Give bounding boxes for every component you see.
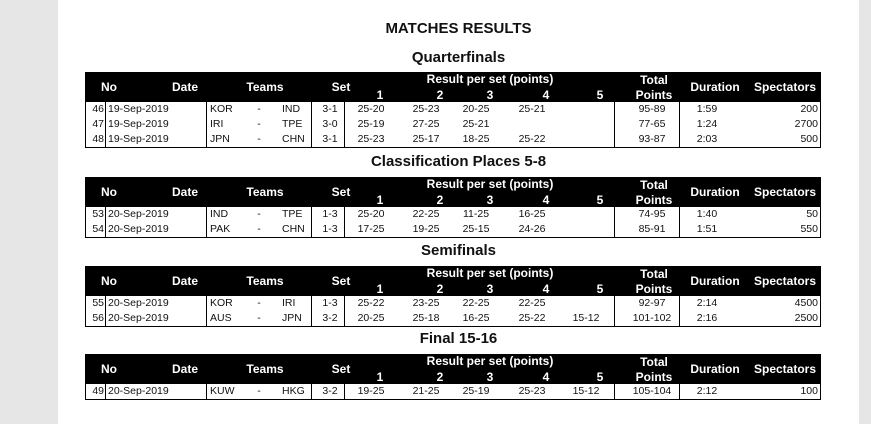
table-row: [86, 296, 820, 311]
header-cell: 5: [596, 282, 604, 296]
cell-duration: 1:59: [696, 103, 718, 115]
cell-s3: 20-25: [462, 103, 490, 115]
header-cell: Teams: [246, 80, 284, 94]
cell-total: 101-102: [632, 312, 672, 324]
cell-team1: JPN: [210, 133, 230, 145]
cell-total: 74-95: [638, 208, 666, 220]
section-title: Final 15-16: [419, 330, 498, 347]
cell-total: 85-91: [638, 223, 666, 235]
cell-team2: HKG: [282, 385, 305, 397]
cell-s1: 25-20: [357, 103, 385, 115]
cell-team2: TPE: [282, 208, 303, 220]
cell-s1: 25-22: [357, 297, 385, 309]
cell-team1: KOR: [210, 297, 233, 309]
table-row: [86, 222, 820, 237]
header-cell: Duration: [690, 185, 740, 199]
header-cell: Total: [640, 267, 668, 281]
cell-total: 77-65: [638, 118, 666, 130]
header-cell: Date: [171, 362, 198, 376]
header-cell: Set: [331, 185, 351, 199]
column-divider: [679, 296, 680, 326]
cell-s3: 11-25: [462, 208, 490, 220]
cell-s4: 25-22: [518, 312, 546, 324]
column-divider: [206, 296, 207, 326]
section-title: Classification Places 5-8: [370, 153, 547, 170]
cell-sep: -: [257, 385, 261, 397]
cell-s3: 22-25: [462, 297, 490, 309]
column-divider: [105, 207, 106, 237]
results-table: [85, 72, 821, 148]
table-row: [86, 132, 820, 147]
cell-duration: 2:14: [696, 297, 718, 309]
header-cell: Total: [640, 178, 668, 192]
cell-spectators: 500: [800, 133, 818, 145]
cell-set: 1-3: [322, 208, 338, 220]
table-row: [86, 384, 820, 399]
cell-set: 3-1: [322, 103, 338, 115]
column-divider: [105, 102, 106, 147]
header-cell: 4: [542, 88, 550, 102]
cell-duration: 2:03: [696, 133, 718, 145]
cell-s4: 25-21: [518, 103, 546, 115]
table-header: [85, 72, 821, 102]
column-divider: [679, 384, 680, 399]
cell-sep: -: [257, 208, 261, 220]
column-divider: [311, 207, 312, 237]
column-divider: [614, 296, 615, 326]
header-cell: Total: [640, 73, 668, 87]
header-cell: 1: [376, 88, 384, 102]
column-divider: [614, 207, 615, 237]
cell-s1: 25-20: [357, 208, 385, 220]
cell-s1: 25-23: [357, 133, 385, 145]
cell-no: 49: [92, 385, 104, 397]
table-body: [85, 384, 821, 400]
header-cell: Teams: [246, 185, 284, 199]
cell-sep: -: [257, 297, 261, 309]
cell-date: 20-Sep-2019: [108, 208, 169, 220]
cell-spectators: 50: [806, 208, 818, 220]
header-cell: Spectators: [753, 185, 817, 199]
cell-sep: -: [257, 118, 261, 130]
cell-s2: 25-18: [412, 312, 440, 324]
cell-no: 54: [92, 223, 104, 235]
cell-date: 20-Sep-2019: [108, 223, 169, 235]
header-cell: Points: [635, 282, 673, 296]
cell-s3: 16-25: [462, 312, 490, 324]
header-cell: Set: [331, 362, 351, 376]
header-cell: Duration: [690, 80, 740, 94]
table-header: [85, 266, 821, 296]
cell-s5: 15-12: [572, 312, 600, 324]
cell-set: 3-0: [322, 118, 338, 130]
header-cell: 1: [376, 370, 384, 384]
cell-s2: 21-25: [412, 385, 440, 397]
header-cell: No: [101, 274, 117, 288]
header-cell: Points: [635, 370, 673, 384]
cell-team1: IRI: [210, 118, 224, 130]
header-cell: Result per set (points): [426, 72, 554, 86]
cell-set: 3-1: [322, 133, 338, 145]
header-cell: No: [101, 185, 117, 199]
header-cell: Duration: [690, 362, 740, 376]
section-title: Quarterfinals: [411, 49, 506, 66]
cell-total: 105-104: [632, 385, 672, 397]
cell-s4: 25-22: [518, 133, 546, 145]
header-cell: Date: [171, 80, 198, 94]
cell-date: 19-Sep-2019: [108, 118, 169, 130]
cell-s4: 25-23: [518, 385, 546, 397]
header-cell: 5: [596, 370, 604, 384]
cell-s3: 25-15: [462, 223, 490, 235]
header-cell: 4: [542, 282, 550, 296]
column-divider: [206, 384, 207, 399]
header-cell: Teams: [246, 274, 284, 288]
results-table: [85, 266, 821, 327]
table-body: [85, 102, 821, 148]
cell-total: 95-89: [638, 103, 666, 115]
header-cell: Result per set (points): [426, 354, 554, 368]
cell-s5: 15-12: [572, 385, 600, 397]
header-cell: Duration: [690, 274, 740, 288]
cell-duration: 1:51: [696, 223, 718, 235]
column-divider: [105, 296, 106, 326]
header-cell: 5: [596, 193, 604, 207]
column-divider: [614, 102, 615, 147]
cell-s2: 23-25: [412, 297, 440, 309]
cell-s3: 18-25: [462, 133, 490, 145]
header-cell: Spectators: [753, 80, 817, 94]
cell-team1: KOR: [210, 103, 233, 115]
cell-s1: 19-25: [357, 385, 385, 397]
cell-duration: 2:12: [696, 385, 718, 397]
column-divider: [311, 296, 312, 326]
header-cell: Teams: [246, 362, 284, 376]
header-cell: 3: [486, 370, 494, 384]
header-cell: 1: [376, 282, 384, 296]
cell-total: 93-87: [638, 133, 666, 145]
cell-set: 3-2: [322, 312, 338, 324]
header-cell: 2: [436, 193, 444, 207]
header-cell: No: [101, 362, 117, 376]
cell-team2: TPE: [282, 118, 303, 130]
cell-team2: CHN: [282, 223, 305, 235]
cell-set: 3-2: [322, 385, 338, 397]
cell-spectators: 2700: [794, 118, 818, 130]
column-divider: [679, 102, 680, 147]
cell-team2: IND: [282, 103, 301, 115]
table-header: [85, 354, 821, 384]
column-divider: [206, 207, 207, 237]
header-cell: 2: [436, 282, 444, 296]
cell-s1: 17-25: [357, 223, 385, 235]
cell-spectators: 100: [800, 385, 818, 397]
column-divider: [344, 384, 345, 399]
cell-s2: 27-25: [412, 118, 440, 130]
cell-s2: 25-17: [412, 133, 440, 145]
table-row: [86, 207, 820, 222]
header-cell: Result per set (points): [426, 177, 554, 191]
cell-date: 19-Sep-2019: [108, 103, 169, 115]
header-cell: 3: [486, 282, 494, 296]
header-cell: Result per set (points): [426, 266, 554, 280]
cell-team1: IND: [210, 208, 229, 220]
cell-no: 56: [92, 312, 104, 324]
column-divider: [105, 384, 106, 399]
results-table: [85, 354, 821, 400]
header-cell: 4: [542, 193, 550, 207]
cell-team1: KUW: [210, 385, 235, 397]
cell-sep: -: [257, 223, 261, 235]
header-cell: 5: [596, 88, 604, 102]
header-cell: 4: [542, 370, 550, 384]
cell-spectators: 550: [800, 223, 818, 235]
cell-date: 20-Sep-2019: [108, 297, 169, 309]
cell-team2: JPN: [282, 312, 302, 324]
cell-no: 53: [92, 208, 104, 220]
cell-spectators: 4500: [794, 297, 818, 309]
cell-s2: 22-25: [412, 208, 440, 220]
header-cell: Points: [635, 193, 673, 207]
table-header: [85, 177, 821, 207]
table-row: [86, 117, 820, 132]
header-cell: Set: [331, 274, 351, 288]
cell-date: 20-Sep-2019: [108, 385, 169, 397]
cell-no: 46: [92, 103, 104, 115]
column-divider: [614, 384, 615, 399]
cell-no: 55: [92, 297, 104, 309]
header-cell: 3: [486, 193, 494, 207]
cell-total: 92-97: [638, 297, 666, 309]
header-cell: Points: [635, 88, 673, 102]
column-divider: [311, 102, 312, 147]
cell-s2: 25-23: [412, 103, 440, 115]
cell-s4: 24-26: [518, 223, 546, 235]
header-cell: 2: [436, 370, 444, 384]
cell-sep: -: [257, 312, 261, 324]
cell-team1: AUS: [210, 312, 232, 324]
cell-no: 47: [92, 118, 104, 130]
cell-team1: PAK: [210, 223, 231, 235]
column-divider: [344, 102, 345, 147]
cell-s2: 19-25: [412, 223, 440, 235]
header-cell: Date: [171, 274, 198, 288]
table-row: [86, 311, 820, 326]
document-title: MATCHES RESULTS: [385, 20, 532, 37]
table-body: [85, 207, 821, 238]
results-table: [85, 177, 821, 238]
header-cell: Spectators: [753, 274, 817, 288]
cell-s4: 22-25: [518, 297, 546, 309]
cell-date: 19-Sep-2019: [108, 133, 169, 145]
header-cell: No: [101, 80, 117, 94]
column-divider: [344, 207, 345, 237]
cell-team2: CHN: [282, 133, 305, 145]
header-cell: 3: [486, 88, 494, 102]
column-divider: [679, 207, 680, 237]
cell-spectators: 200: [800, 103, 818, 115]
header-cell: Total: [640, 355, 668, 369]
cell-s4: 16-25: [518, 208, 546, 220]
column-divider: [344, 296, 345, 326]
section-title: Semifinals: [420, 242, 497, 259]
document-page: [58, 0, 859, 424]
cell-duration: 1:40: [696, 208, 718, 220]
cell-s1: 20-25: [357, 312, 385, 324]
cell-s3: 25-21: [462, 118, 490, 130]
cell-set: 1-3: [322, 223, 338, 235]
cell-s1: 25-19: [357, 118, 385, 130]
header-cell: Set: [331, 80, 351, 94]
column-divider: [206, 102, 207, 147]
header-cell: Date: [171, 185, 198, 199]
cell-team2: IRI: [282, 297, 296, 309]
cell-duration: 1:24: [696, 118, 718, 130]
table-body: [85, 296, 821, 327]
cell-s3: 25-19: [462, 385, 490, 397]
header-cell: 2: [436, 88, 444, 102]
column-divider: [311, 384, 312, 399]
header-cell: Spectators: [753, 362, 817, 376]
cell-sep: -: [257, 133, 261, 145]
cell-no: 48: [92, 133, 104, 145]
cell-set: 1-3: [322, 297, 338, 309]
cell-duration: 2:16: [696, 312, 718, 324]
cell-sep: -: [257, 103, 261, 115]
cell-spectators: 2500: [794, 312, 818, 324]
header-cell: 1: [376, 193, 384, 207]
table-row: [86, 102, 820, 117]
cell-date: 20-Sep-2019: [108, 312, 169, 324]
